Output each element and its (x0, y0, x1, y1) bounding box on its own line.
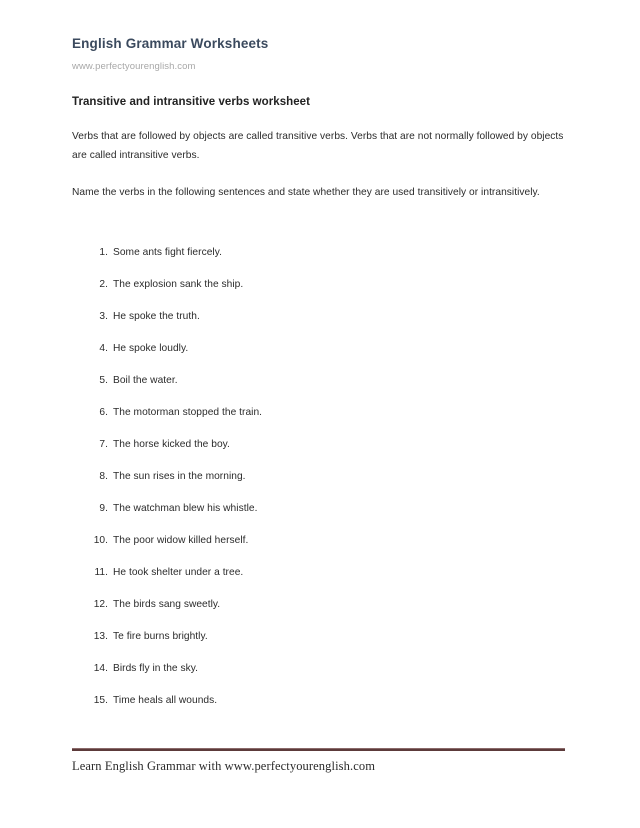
list-item-text: The watchman blew his whistle. (113, 503, 258, 514)
list-item-number: 8. (99, 471, 108, 482)
list-item-number: 15. (93, 695, 108, 706)
list-item-text: He spoke loudly. (113, 343, 189, 354)
site-title: English Grammar Worksheets (72, 36, 269, 51)
page-footer (72, 748, 565, 774)
list-item (72, 694, 568, 726)
list-item (72, 278, 568, 310)
list-item-number: 5. (99, 375, 108, 386)
list-item-number: 6. (99, 407, 108, 418)
list-item-number: 9. (99, 503, 108, 514)
list-item-text: The explosion sank the ship. (113, 279, 244, 290)
list-item (72, 246, 568, 278)
list-item (72, 310, 568, 342)
list-item (72, 598, 568, 630)
list-item (72, 502, 568, 534)
intro-paragraph-definition: Verbs that are followed by objects are called transitive verbs. Verbs that are not normally followed by objects are called intransitive verbs. (72, 131, 564, 161)
list-item-text: The motorman stopped the train. (113, 407, 263, 418)
list-item-number: 3. (99, 311, 108, 322)
list-item (72, 534, 568, 566)
list-item (72, 470, 568, 502)
list-item (72, 342, 568, 374)
list-item-text: Birds fly in the sky. (113, 663, 199, 674)
list-item-number: 2. (99, 279, 108, 290)
list-item (72, 406, 568, 438)
list-item (72, 662, 568, 694)
list-item-text: Some ants fight fiercely. (113, 247, 222, 258)
list-item-number: 10. (93, 535, 108, 546)
footer-text: Learn English Grammar with www.perfectyourenglish.com (72, 759, 376, 773)
list-item-number: 14. (93, 663, 108, 674)
document-content (72, 0, 568, 726)
list-item-text: The horse kicked the boy. (113, 439, 230, 450)
list-item (72, 438, 568, 470)
list-item (72, 630, 568, 662)
list-item-number: 7. (99, 439, 108, 450)
intro-paragraph-instruction: Name the verbs in the following sentences and state whether they are used transitively or intransitively. (72, 187, 540, 198)
list-item-text: He took shelter under a tree. (113, 567, 244, 578)
list-item-number: 11. (94, 567, 108, 578)
question-list (72, 202, 568, 726)
list-item-text: The sun rises in the morning. (113, 471, 246, 482)
worksheet-title: Transitive and intransitive verbs worksheet (72, 96, 310, 108)
list-item-text: Time heals all wounds. (113, 695, 218, 706)
site-url: www.perfectyourenglish.com (72, 61, 196, 72)
list-item (72, 566, 568, 598)
list-item-number: 4. (99, 343, 108, 354)
list-item-number: 13. (93, 631, 108, 642)
list-item-text: Boil the water. (113, 375, 178, 386)
list-item-number: 12. (93, 599, 108, 610)
list-item-number: 1. (99, 247, 108, 258)
list-item (72, 374, 568, 406)
list-item-text: The birds sang sweetly. (113, 599, 221, 610)
list-item-text: The poor widow killed herself. (113, 535, 249, 546)
list-item-text: Te fire burns brightly. (113, 631, 208, 642)
list-item-text: He spoke the truth. (113, 311, 200, 322)
